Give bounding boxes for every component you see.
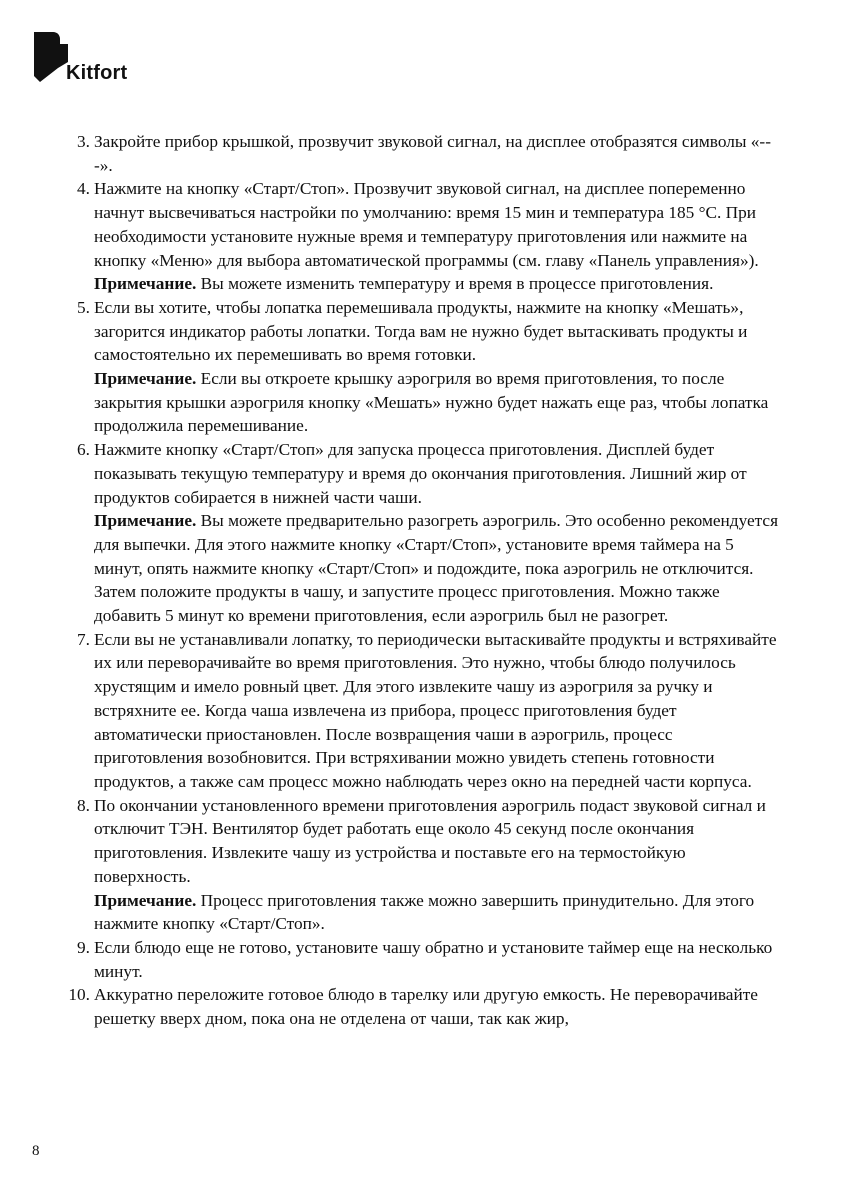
- list-item: [60, 130, 785, 177]
- item-text: Если вы не устанавливали лопатку, то периодически вытаскивайте продукты и встряхивайте их или переворачивайте во время приготовления. Это нужно, чтобы блюдо получилось хрустящим и имело ровный цвет. Для этого извлеките чашу из аэрогриля за ручку и встряхните ее. Когда чаша извлечена из прибора, процесс приготовления будет автоматически приостановлен. После возвращения чаши в аэрогриль, процесс приготовления возобновится. При встряхивании можно увидеть степень готовности продуктов, а также сам процесс можно наблюдать через окно на передней части корпуса.: [94, 629, 777, 791]
- list-item: [60, 438, 785, 628]
- instruction-list: [60, 130, 785, 1031]
- note-label: Примечание.: [94, 511, 197, 531]
- item-number: 5.: [77, 297, 90, 317]
- item-number: 6.: [77, 440, 90, 460]
- item-number: 8.: [77, 795, 90, 815]
- list-item: [60, 936, 785, 983]
- item-text: Нажмите на кнопку «Старт/Стоп». Прозвучит звуковой сигнал, на дисплее попеременно начнут высвечиваться настройки по умолчанию: время 15 мин и температура 185 °С. При необходимости установите нужные время и температуру приготовления или нажмите на кнопку «Меню» для выбора автоматической программы (см. главу «Панель управления»).: [94, 179, 759, 270]
- item-note: Примечание. Процесс приготовления также можно завершить принудительно. Для этого нажмите кнопку «Старт/Стоп».: [94, 890, 755, 934]
- item-text: Закройте прибор крышкой, прозвучит звуковой сигнал, на дисплее отобразятся символы «---».: [94, 132, 771, 175]
- note-label: Примечание.: [94, 890, 197, 910]
- note-label: Примечание.: [94, 369, 197, 389]
- item-number: 10.: [68, 985, 90, 1005]
- item-text: Если вы хотите, чтобы лопатка перемешивала продукты, нажмите на кнопку «Мешать», загорится индикатор работы лопатки. Тогда вам не нужно будет вытаскивать продукты и самостоятельно их перемешивать во время готовки.: [94, 297, 748, 365]
- item-number: 4.: [77, 179, 90, 199]
- brand-name: Kitfort: [66, 62, 128, 84]
- item-text: Аккуратно переложите готовое блюдо в тарелку или другую емкость. Не переворачивайте решетку вверх дном, пока она не отделена от чаши, так как жир,: [94, 985, 758, 1029]
- page-number: 8: [32, 1143, 40, 1159]
- kitfort-logo-mark: [30, 30, 70, 84]
- note-label: Примечание.: [94, 274, 197, 294]
- item-number: 3.: [77, 132, 90, 151]
- list-item: [60, 177, 785, 296]
- item-note: Примечание. Вы можете предварительно разогреть аэрогриль. Это особенно рекомендуется для выпечки. Для этого нажмите кнопку «Старт/Стоп», установите время таймера на 5 минут, опять нажмите кнопку «Старт/Стоп» и подождите, пока аэрогриль не отключится. Затем положите продукты в чашу, и запустите процесс приготовления. Можно также добавить 5 минут ко времени приготовления, если аэрогриль был не разогрет.: [94, 511, 779, 626]
- list-item: [60, 983, 785, 1030]
- item-note: Примечание. Если вы откроете крышку аэрогриля во время приготовления, то после закрытия крышки аэрогриля кнопку «Мешать» нужно будет нажать еще раз, чтобы лопатка продолжила перемешивание.: [94, 369, 769, 436]
- list-item: [60, 794, 785, 936]
- item-number: 9.: [77, 937, 90, 957]
- item-text: По окончании установленного времени приготовления аэрогриль подаст звуковой сигнал и отключит ТЭН. Вентилятор будет работать еще около 45 секунд после окончания приготовления. Извлеките чашу из устройства и поставьте его на термостойкую поверхность.: [94, 795, 766, 886]
- item-text: Нажмите кнопку «Старт/Стоп» для запуска процесса приготовления. Дисплей будет показывать текущую температуру и время до окончания приготовления. Лишний жир от продуктов собирается в нижней части чаши.: [94, 440, 747, 507]
- item-note: Примечание. Вы можете изменить температуру и время в процессе приготовления.: [94, 274, 714, 294]
- list-item: [60, 296, 785, 438]
- item-text: Если блюдо еще не готово, установите чашу обратно и установите таймер еще на несколько минут.: [94, 937, 773, 981]
- item-number: 7.: [77, 629, 90, 649]
- kitfort-logo: [30, 30, 150, 90]
- list-item: [60, 628, 785, 794]
